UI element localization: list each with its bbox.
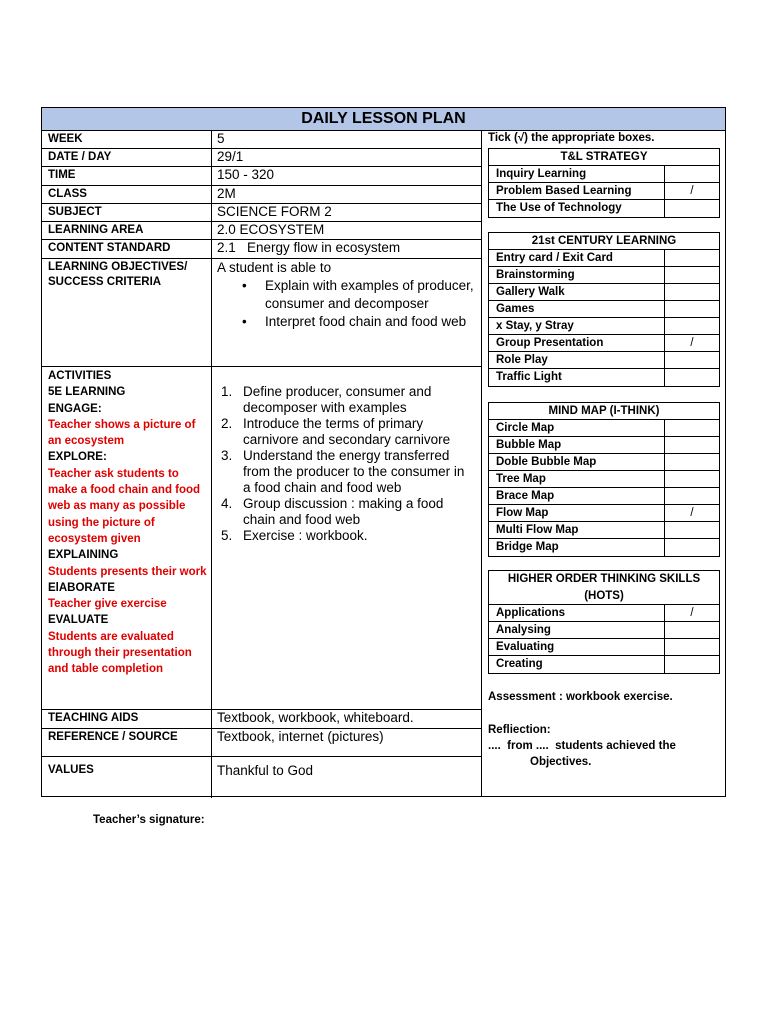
details-column (42, 131, 482, 796)
tick-box[interactable]: / (664, 183, 719, 199)
teaching-aids-label: TEACHING AIDS (42, 710, 212, 728)
engage-heading: ENGAGE: (48, 402, 102, 415)
page-title: DAILY LESSON PLAN (42, 108, 725, 131)
date-value: 29/1 (217, 149, 244, 164)
table-row: Analysing (489, 622, 719, 639)
activities-list (217, 384, 471, 544)
objectives-label-line-2: SUCCESS CRITERIA (48, 276, 162, 288)
objectives-label (42, 259, 212, 366)
activities-row (42, 367, 481, 710)
time-value: 150 - 320 (217, 167, 275, 182)
content-standard-value: 2.1 Energy flow in ecosystem (217, 240, 401, 255)
tick-box[interactable] (664, 622, 719, 638)
list-item: 2. Introduce the terms of primary carnivore and secondary carnivore (221, 416, 451, 447)
tick-box[interactable] (664, 267, 719, 283)
week-label: WEEK (42, 131, 212, 148)
teacher-signature-label: Teacher’s signature: (93, 814, 205, 826)
class-label: CLASS (42, 186, 212, 203)
table-row: Games (489, 301, 719, 318)
tick-box[interactable] (664, 454, 719, 470)
explaining-text: Students presents their work (48, 565, 207, 578)
tick-box[interactable]: / (664, 605, 719, 621)
week-row (42, 131, 481, 149)
tick-box[interactable] (664, 369, 719, 386)
hots-table (488, 570, 720, 674)
tick-box[interactable] (664, 352, 719, 368)
table-row: Bridge Map (489, 539, 719, 556)
tick-box[interactable] (664, 639, 719, 655)
table-row: Brainstorming (489, 267, 719, 284)
lesson-plan-sheet (41, 107, 726, 797)
objectives-row (42, 259, 481, 367)
objectives-label-line-1: LEARNING OBJECTIVES/ (48, 261, 188, 273)
learning-area-value: 2.0 ECOSYSTEM (217, 222, 325, 237)
table-row: The Use of Technology (489, 200, 719, 217)
century-learning-title: 21st CENTURY LEARNING (489, 233, 719, 250)
explaining-heading: EXPLAINING (48, 549, 119, 562)
activities-label (42, 367, 212, 709)
table-row: Multi Flow Map (489, 522, 719, 539)
activities-value (212, 367, 481, 709)
mind-map-title: MIND MAP (I-THINK) (489, 403, 719, 420)
mind-map-table (488, 402, 720, 557)
checklist-column (482, 131, 725, 796)
reflection-label: Refliection: (488, 724, 551, 736)
hots-title (489, 571, 719, 605)
elaborate-text: Teacher give exercise (48, 598, 167, 611)
tick-box[interactable] (664, 488, 719, 504)
table-row: Inquiry Learning (489, 166, 719, 183)
explore-heading: EXPLORE: (48, 451, 107, 464)
time-row (42, 167, 481, 186)
subject-label: SUBJECT (42, 204, 212, 221)
subject-row (42, 204, 481, 222)
table-row: Circle Map (489, 420, 719, 437)
table-row: x Stay, y Stray (489, 318, 719, 335)
class-value: 2M (217, 186, 236, 201)
teaching-aids-row (42, 710, 481, 729)
tick-box[interactable] (664, 420, 719, 436)
learning-area-row (42, 222, 481, 240)
list-item: 5. Exercise : workbook. (221, 528, 368, 543)
table-row: Doble Bubble Map (489, 454, 719, 471)
tick-box[interactable] (664, 656, 719, 673)
week-value: 5 (217, 131, 225, 146)
evaluate-heading: EVALUATE (48, 614, 109, 627)
content-standard-row (42, 240, 481, 259)
activities-heading: ACTIVITIES (48, 370, 112, 382)
explore-text: Teacher ask students to make a food chain and food web as many as possible using the picture of ecosystem given (48, 467, 201, 545)
century-learning-table (488, 232, 720, 387)
objectives-value (212, 259, 481, 366)
elaborate-heading: ElABORATE (48, 581, 115, 594)
hots-title-line-2: (HOTS) (584, 589, 624, 602)
table-row: Brace Map (489, 488, 719, 505)
tick-box[interactable] (664, 539, 719, 556)
tick-box[interactable] (664, 301, 719, 317)
time-label: TIME (42, 167, 212, 185)
teaching-aids-value: Textbook, workbook, whiteboard. (217, 710, 414, 725)
hots-title-line-1: HIGHER ORDER THINKING SKILLS (507, 573, 701, 585)
table-row: Problem Based Learning / (489, 183, 719, 200)
tl-strategy-table (488, 148, 720, 218)
date-row (42, 149, 481, 167)
list-item: 4. Group discussion : making a food chain and food web (221, 496, 444, 527)
reference-label: REFERENCE / SOURCE (42, 729, 212, 756)
tl-strategy-title: T&L STRATEGY (489, 149, 719, 166)
tick-instruction: Tick (√) the appropriate boxes. (488, 132, 655, 144)
content-standard-label: CONTENT STANDARD (42, 240, 212, 258)
class-row (42, 186, 481, 204)
table-row: Evaluating (489, 639, 719, 656)
assessment-note: Assessment : workbook exercise. (488, 691, 673, 703)
reflection-line-2: Objectives. (530, 756, 592, 768)
values-value: Thankful to God (217, 763, 314, 778)
objectives-list (217, 277, 481, 331)
tick-box[interactable] (664, 522, 719, 538)
tick-box[interactable] (664, 471, 719, 487)
values-label: VALUES (42, 757, 212, 798)
engage-text: Teacher shows a picture of an ecosystem (48, 418, 196, 448)
subject-value: SCIENCE FORM 2 (217, 204, 332, 219)
list-item: 3. Understand the energy transferred from the producer to the consumer in a food chain and food web (221, 448, 465, 495)
tick-box[interactable] (664, 284, 719, 300)
table-row: Applications / (489, 605, 719, 622)
tick-box[interactable]: / (664, 335, 719, 351)
table-row: Role Play (489, 352, 719, 369)
learning-area-label: LEARNING AREA (42, 222, 212, 239)
table-row: Tree Map (489, 471, 719, 488)
tick-box[interactable] (664, 166, 719, 182)
reference-row (42, 729, 481, 757)
table-row: Creating (489, 656, 719, 673)
table-row: Bubble Map (489, 437, 719, 454)
list-item: • Interpret food chain and food web (217, 313, 481, 331)
table-row: Flow Map / (489, 505, 719, 522)
table-row: Gallery Walk (489, 284, 719, 301)
tick-box[interactable]: / (664, 505, 719, 521)
tick-box[interactable] (664, 250, 719, 266)
objectives-intro: A student is able to (217, 260, 332, 275)
reference-value: Textbook, internet (pictures) (217, 729, 384, 744)
evaluate-text: Students are evaluated through their presentation and table completion (48, 630, 192, 676)
five-e-heading: 5E LEARNING (48, 386, 126, 399)
tick-box[interactable] (664, 200, 719, 217)
table-row: Entry card / Exit Card (489, 250, 719, 267)
list-item: • Explain with examples of producer, consumer and decomposer (217, 277, 481, 313)
table-row: Traffic Light (489, 369, 719, 386)
date-label: DATE / DAY (42, 149, 212, 166)
values-row (42, 757, 481, 798)
reflection-line-1: .... from .... students achieved the (488, 740, 676, 752)
tick-box[interactable] (664, 437, 719, 453)
tick-box[interactable] (664, 318, 719, 334)
list-item: 1. Define producer, consumer and decomposer with examples (221, 384, 432, 415)
table-row: Group Presentation / (489, 335, 719, 352)
